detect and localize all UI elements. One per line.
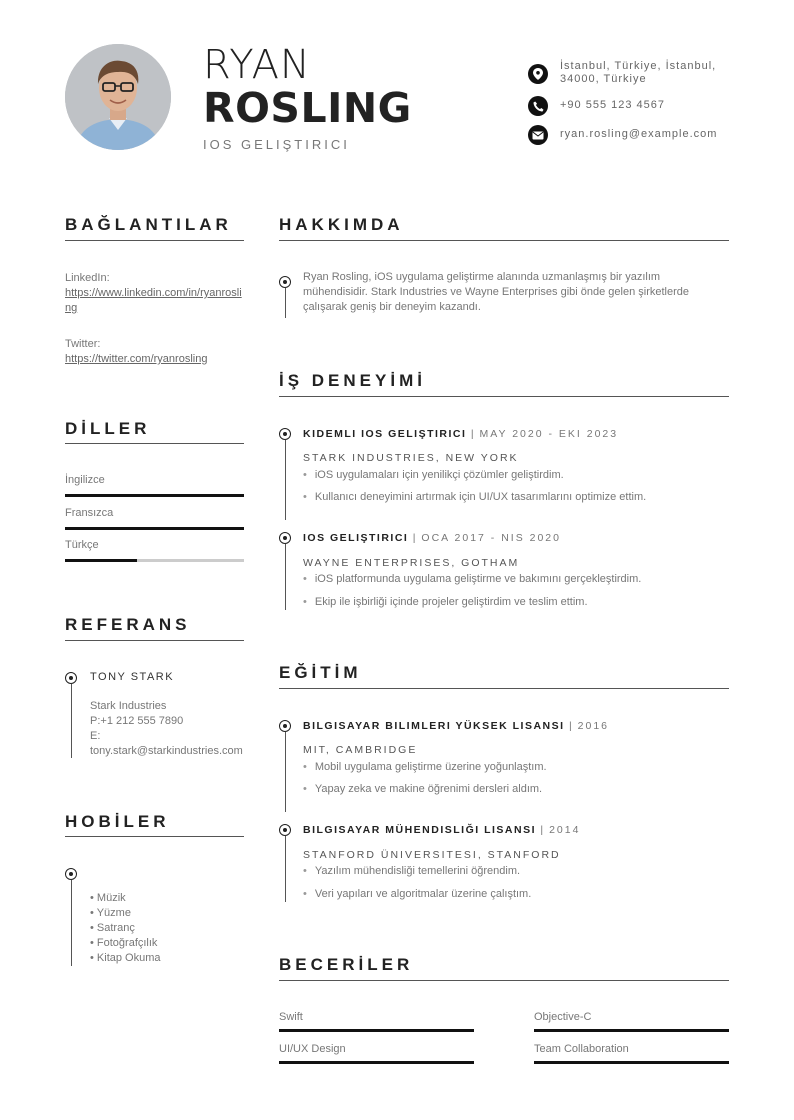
reference-email: E: tony.stark@starkindustries.com: [90, 730, 243, 757]
links-divider: [65, 240, 244, 241]
job-role: KIDEMLI IOS GELIŞTIRICI: [303, 428, 467, 440]
twitter-label: Twitter:: [65, 338, 101, 350]
skill-item: [279, 1043, 474, 1055]
reference-divider: [65, 640, 244, 641]
degree-heading: [303, 824, 580, 836]
education-bullet: • Yazılım mühendisliği temellerini öğrendim.: [303, 865, 520, 877]
degree-name: BILGISAYAR BILIMLERI YÜKSEK LISANSI: [303, 720, 565, 732]
timeline-dot: [279, 276, 291, 288]
degree-name: BILGISAYAR MÜHENDISLIĞI LISANSI: [303, 824, 536, 836]
skill-name: UI/UX Design: [279, 1043, 346, 1055]
timeline-dot: [279, 428, 291, 440]
timeline-line: [285, 544, 286, 610]
contact-address: [528, 60, 740, 86]
job-role: IOS GELIŞTIRICI: [303, 532, 409, 544]
timeline-line: [285, 288, 286, 318]
reference-name: TONY STARK: [90, 671, 175, 683]
language-name: Fransızca: [65, 507, 114, 519]
skill-bar: [534, 1061, 729, 1064]
linkedin-label: LinkedIn:: [65, 272, 110, 284]
linkedin-block: [65, 271, 244, 316]
skill-bar: [534, 1029, 729, 1032]
job-company: WAYNE ENTERPRISES, GOTHAM: [303, 557, 520, 569]
hobbies-list: [90, 891, 161, 966]
timeline-dot: [279, 532, 291, 544]
skill-bar: [279, 1061, 474, 1064]
language-level-bar: [65, 494, 244, 497]
skills-title: BECERİLER: [279, 955, 414, 974]
about-divider: [279, 240, 729, 241]
phone-text: +90 555 123 4567: [560, 99, 666, 111]
separator: |: [568, 720, 574, 732]
job-bullet: • iOS platformunda uygulama geliştirme ve bakımını gerçekleştirdim.: [303, 573, 641, 585]
job-company: STARK INDUSTRIES, NEW YORK: [303, 452, 519, 464]
separator: |: [412, 532, 417, 544]
languages-title: DİLLER: [65, 419, 151, 438]
linkedin-link[interactable]: https://www.linkedin.com/in/ryanrosling: [65, 287, 242, 314]
degree-heading: [303, 720, 609, 732]
job-bullet: • Ekip ile işbirliği içinde projeler geliştirdim ve teslim ettim.: [303, 596, 588, 608]
reference-phone: P:+1 212 555 7890: [90, 715, 184, 727]
address-text: İstanbul, Türkiye, İstanbul, 34000, Türkiye: [560, 60, 717, 85]
reference-company: Stark Industries: [90, 700, 167, 712]
links-title: BAĞLANTILAR: [65, 215, 232, 234]
languages-divider: [65, 443, 244, 444]
profile-photo: [65, 44, 171, 150]
skill-name: Objective-C: [534, 1011, 592, 1023]
job-date: MAY 2020 - EKI 2023: [479, 428, 619, 440]
skill-bar: [279, 1029, 474, 1032]
timeline-line: [71, 880, 72, 966]
reference-title: REFERANS: [65, 615, 191, 634]
email-text[interactable]: ryan.rosling@example.com: [560, 128, 718, 140]
timeline-dot: [279, 824, 291, 836]
location-icon: [528, 64, 548, 84]
education-bullet: • Yapay zeka ve makine öğrenimi dersleri aldım.: [303, 783, 542, 795]
skill-item: [534, 1043, 729, 1055]
last-name: ROSLING: [203, 84, 412, 132]
language-level-bar: [65, 527, 244, 530]
skill-item: [534, 1011, 729, 1023]
timeline-line: [71, 684, 72, 758]
education-title: EĞİTİM: [279, 663, 362, 682]
skill-item: [279, 1011, 474, 1023]
timeline-line: [285, 732, 286, 812]
degree-year: 2016: [577, 720, 609, 732]
job-title: IOS GELIŞTIRICI: [203, 137, 350, 152]
timeline-line: [285, 440, 286, 520]
job-heading: [303, 532, 561, 544]
contact-phone: [528, 96, 740, 116]
hobby-item: • Müzik: [90, 892, 126, 904]
about-text: Ryan Rosling, iOS uygulama geliştirme alanında uzmanlaşmış bir yazılım mühendisidir. Stark Industries ve Wayne Enterprises gibi önde gelen şirketlerde çalışarak geniş bir deneyim kazandı.: [303, 271, 690, 313]
hobbies-divider: [65, 836, 244, 837]
about-title: HAKKIMDA: [279, 215, 404, 234]
education-divider: [279, 688, 729, 689]
language-level-bar: [65, 559, 137, 562]
language-item: [65, 539, 244, 551]
hobby-item: • Yüzme: [90, 907, 131, 919]
hobbies-title: HOBİLER: [65, 812, 170, 831]
timeline-dot: [65, 868, 77, 880]
contact-email: [528, 125, 740, 145]
language-item: [65, 474, 244, 486]
timeline-dot: [65, 672, 77, 684]
education-bullet: • Mobil uygulama geliştirme üzerine yoğunlaştım.: [303, 761, 547, 773]
separator: |: [540, 824, 545, 836]
timeline-line: [285, 836, 286, 902]
hobby-item: • Kitap Okuma: [90, 952, 161, 964]
job-date: OCA 2017 - NIS 2020: [421, 532, 561, 544]
twitter-link[interactable]: https://twitter.com/ryanrosling: [65, 353, 208, 365]
language-name: İngilizce: [65, 474, 105, 486]
job-heading: [303, 428, 618, 440]
twitter-block: [65, 337, 244, 367]
timeline-dot: [279, 720, 291, 732]
education-bullet: • Veri yapıları ve algoritmalar üzerine çalıştım.: [303, 888, 531, 900]
first-name: RYAN: [203, 42, 311, 88]
language-item: [65, 507, 244, 519]
separator: |: [470, 428, 476, 440]
hobby-item: • Satranç: [90, 922, 135, 934]
school-name: STANFORD ÜNIVERSITESI, STANFORD: [303, 849, 561, 861]
job-bullet: • iOS uygulamaları için yenilikçi çözümler geliştirdim.: [303, 469, 564, 481]
hobby-item: • Fotoğrafçılık: [90, 937, 158, 949]
skill-name: Swift: [279, 1011, 303, 1023]
degree-year: 2014: [549, 824, 581, 836]
mail-icon: [528, 125, 548, 145]
language-name: Türkçe: [65, 539, 99, 551]
phone-icon: [528, 96, 548, 116]
portrait-photo-icon: [65, 44, 171, 150]
skill-name: Team Collaboration: [534, 1043, 629, 1055]
experience-title: İŞ DENEYİMİ: [279, 371, 426, 390]
experience-divider: [279, 396, 729, 397]
skills-divider: [279, 980, 729, 981]
reference-details: [90, 699, 250, 759]
school-name: MIT, CAMBRIDGE: [303, 744, 418, 756]
job-bullet: • Kullanıcı deneyimini artırmak için UI/UX tasarımlarını optimize ettim.: [303, 491, 646, 503]
